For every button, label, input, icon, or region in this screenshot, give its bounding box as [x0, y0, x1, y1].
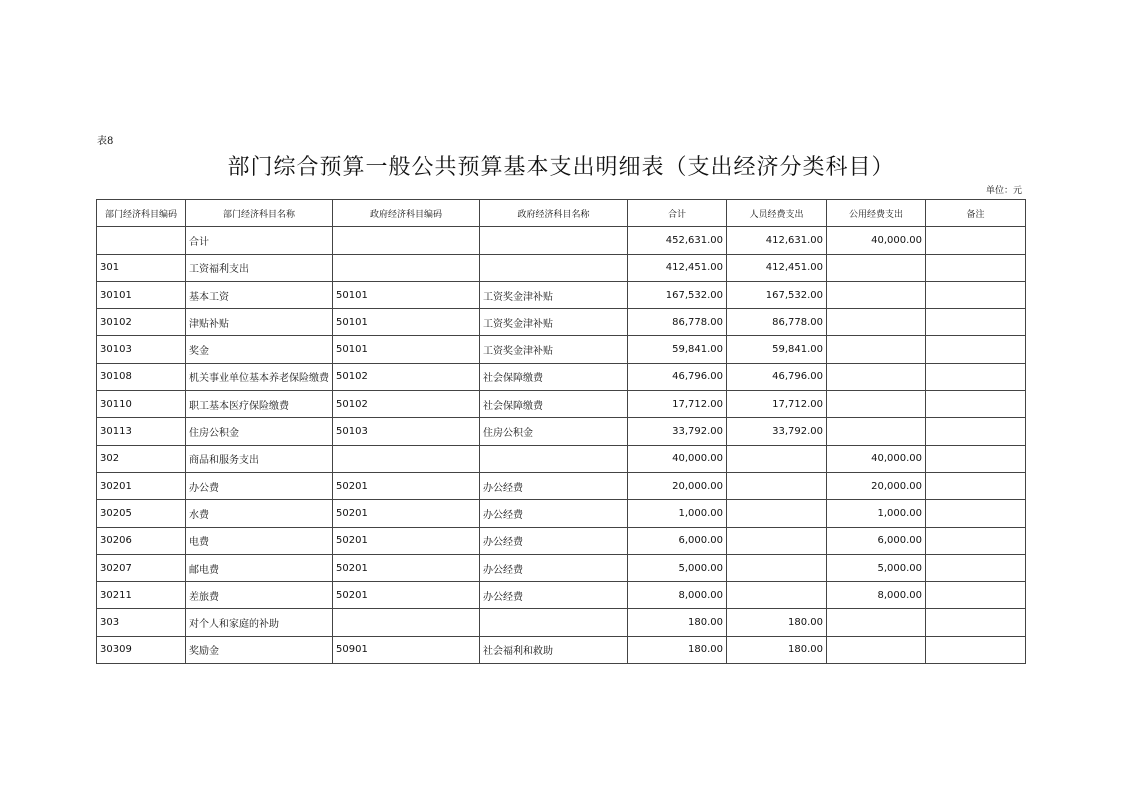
cell-dept-code	[97, 227, 186, 254]
cell-total: 17,712.00	[628, 391, 727, 418]
cell-remark	[926, 309, 1026, 336]
table-row	[97, 363, 1026, 390]
cell-gov-name: 办公经费	[480, 472, 628, 499]
cell-total: 452,631.00	[628, 227, 727, 254]
cell-personnel	[727, 554, 827, 581]
cell-personnel: 59,841.00	[727, 336, 827, 363]
cell-total: 1,000.00	[628, 500, 727, 527]
cell-public	[827, 281, 926, 308]
table-row	[97, 445, 1026, 472]
cell-dept-code: 303	[97, 609, 186, 636]
header-personnel: 人员经费支出	[727, 200, 827, 227]
cell-dept-code: 30101	[97, 281, 186, 308]
cell-public	[827, 636, 926, 663]
table-row	[97, 309, 1026, 336]
cell-public	[827, 391, 926, 418]
cell-gov-code: 50102	[333, 363, 480, 390]
cell-total: 180.00	[628, 609, 727, 636]
cell-dept-name: 商品和服务支出	[186, 445, 333, 472]
cell-remark	[926, 336, 1026, 363]
cell-public	[827, 309, 926, 336]
cell-dept-name: 基本工资	[186, 281, 333, 308]
table-row	[97, 500, 1026, 527]
cell-dept-code: 30103	[97, 336, 186, 363]
cell-dept-name: 差旅费	[186, 582, 333, 609]
cell-dept-name: 住房公积金	[186, 418, 333, 445]
cell-gov-name	[480, 254, 628, 281]
cell-dept-name: 电费	[186, 527, 333, 554]
table-row	[97, 582, 1026, 609]
cell-gov-code	[333, 254, 480, 281]
cell-personnel: 180.00	[727, 636, 827, 663]
cell-gov-name: 工资奖金津补贴	[480, 309, 628, 336]
table-row	[97, 418, 1026, 445]
cell-personnel: 46,796.00	[727, 363, 827, 390]
cell-remark	[926, 472, 1026, 499]
cell-remark	[926, 636, 1026, 663]
table-row	[97, 336, 1026, 363]
cell-gov-name: 办公经费	[480, 582, 628, 609]
cell-dept-name: 对个人和家庭的补助	[186, 609, 333, 636]
cell-gov-name: 办公经费	[480, 527, 628, 554]
cell-gov-name	[480, 227, 628, 254]
cell-public	[827, 363, 926, 390]
cell-total: 5,000.00	[628, 554, 727, 581]
cell-gov-name: 社会福利和救助	[480, 636, 628, 663]
cell-dept-code: 30207	[97, 554, 186, 581]
cell-gov-code: 50201	[333, 500, 480, 527]
cell-remark	[926, 582, 1026, 609]
cell-total: 180.00	[628, 636, 727, 663]
table-row	[97, 609, 1026, 636]
table-row	[97, 554, 1026, 581]
cell-gov-name: 社会保障缴费	[480, 391, 628, 418]
cell-personnel: 33,792.00	[727, 418, 827, 445]
cell-dept-name: 职工基本医疗保险缴费	[186, 391, 333, 418]
cell-personnel	[727, 445, 827, 472]
header-dept-name: 部门经济科目名称	[186, 200, 333, 227]
header-dept-code: 部门经济科目编码	[97, 200, 186, 227]
cell-dept-code: 30206	[97, 527, 186, 554]
cell-personnel	[727, 582, 827, 609]
cell-personnel: 412,631.00	[727, 227, 827, 254]
cell-public: 6,000.00	[827, 527, 926, 554]
cell-dept-code: 30110	[97, 391, 186, 418]
cell-total: 6,000.00	[628, 527, 727, 554]
cell-gov-name: 住房公积金	[480, 418, 628, 445]
cell-dept-name: 工资福利支出	[186, 254, 333, 281]
cell-total: 40,000.00	[628, 445, 727, 472]
header-total: 合计	[628, 200, 727, 227]
table-row	[97, 527, 1026, 554]
cell-gov-name: 办公经费	[480, 500, 628, 527]
cell-public	[827, 418, 926, 445]
header-public: 公用经费支出	[827, 200, 926, 227]
cell-total: 59,841.00	[628, 336, 727, 363]
cell-personnel: 167,532.00	[727, 281, 827, 308]
cell-total: 20,000.00	[628, 472, 727, 499]
table-row	[97, 281, 1026, 308]
cell-gov-name: 工资奖金津补贴	[480, 336, 628, 363]
cell-dept-code: 30113	[97, 418, 186, 445]
cell-personnel	[727, 527, 827, 554]
cell-gov-code	[333, 227, 480, 254]
cell-dept-code: 302	[97, 445, 186, 472]
cell-gov-name: 社会保障缴费	[480, 363, 628, 390]
cell-dept-code: 30108	[97, 363, 186, 390]
cell-dept-name: 奖金	[186, 336, 333, 363]
cell-dept-name: 水费	[186, 500, 333, 527]
table-number: 表8	[97, 136, 114, 147]
cell-dept-code: 30201	[97, 472, 186, 499]
cell-gov-code	[333, 445, 480, 472]
cell-public: 20,000.00	[827, 472, 926, 499]
cell-remark	[926, 500, 1026, 527]
cell-public	[827, 609, 926, 636]
cell-gov-name: 工资奖金津补贴	[480, 281, 628, 308]
cell-gov-name: 办公经费	[480, 554, 628, 581]
cell-personnel: 412,451.00	[727, 254, 827, 281]
unit-label: 单位：元	[985, 186, 1022, 196]
cell-total: 412,451.00	[628, 254, 727, 281]
header-gov-code: 政府经济科目编码	[333, 200, 480, 227]
cell-total: 46,796.00	[628, 363, 727, 390]
cell-gov-code: 50101	[333, 281, 480, 308]
cell-gov-code: 50101	[333, 309, 480, 336]
cell-gov-code: 50201	[333, 554, 480, 581]
cell-public	[827, 336, 926, 363]
budget-detail-table	[96, 199, 1026, 664]
cell-gov-code: 50201	[333, 582, 480, 609]
cell-personnel: 17,712.00	[727, 391, 827, 418]
cell-gov-code: 50201	[333, 472, 480, 499]
cell-remark	[926, 227, 1026, 254]
cell-remark	[926, 418, 1026, 445]
cell-remark	[926, 391, 1026, 418]
cell-remark	[926, 609, 1026, 636]
cell-dept-code: 30309	[97, 636, 186, 663]
cell-public: 8,000.00	[827, 582, 926, 609]
cell-personnel: 86,778.00	[727, 309, 827, 336]
page-title: 部门综合预算一般公共预算基本支出明细表（支出经济分类科目）	[227, 155, 895, 180]
cell-dept-name: 奖励金	[186, 636, 333, 663]
table-row	[97, 254, 1026, 281]
table-row	[97, 391, 1026, 418]
table-row	[97, 636, 1026, 663]
cell-dept-code: 30102	[97, 309, 186, 336]
cell-gov-code	[333, 609, 480, 636]
cell-remark	[926, 554, 1026, 581]
cell-dept-name: 邮电费	[186, 554, 333, 581]
cell-remark	[926, 527, 1026, 554]
header-row	[97, 200, 1026, 227]
cell-gov-code: 50102	[333, 391, 480, 418]
cell-remark	[926, 445, 1026, 472]
cell-dept-name: 机关事业单位基本养老保险缴费	[186, 363, 333, 390]
cell-total: 167,532.00	[628, 281, 727, 308]
cell-total: 8,000.00	[628, 582, 727, 609]
cell-gov-code: 50201	[333, 527, 480, 554]
cell-dept-name: 合计	[186, 227, 333, 254]
cell-dept-code: 301	[97, 254, 186, 281]
cell-dept-code: 30205	[97, 500, 186, 527]
cell-personnel	[727, 472, 827, 499]
cell-public	[827, 254, 926, 281]
header-remark: 备注	[926, 200, 1026, 227]
cell-gov-name	[480, 609, 628, 636]
cell-gov-code: 50103	[333, 418, 480, 445]
cell-dept-name: 津贴补贴	[186, 309, 333, 336]
cell-personnel: 180.00	[727, 609, 827, 636]
cell-gov-code: 50101	[333, 336, 480, 363]
cell-gov-code: 50901	[333, 636, 480, 663]
cell-dept-code: 30211	[97, 582, 186, 609]
header-gov-name: 政府经济科目名称	[480, 200, 628, 227]
cell-remark	[926, 281, 1026, 308]
cell-remark	[926, 254, 1026, 281]
cell-public: 40,000.00	[827, 227, 926, 254]
table-row	[97, 472, 1026, 499]
cell-public: 1,000.00	[827, 500, 926, 527]
cell-total: 33,792.00	[628, 418, 727, 445]
cell-personnel	[727, 500, 827, 527]
cell-public: 5,000.00	[827, 554, 926, 581]
cell-remark	[926, 363, 1026, 390]
cell-gov-name	[480, 445, 628, 472]
cell-public: 40,000.00	[827, 445, 926, 472]
table-row	[97, 227, 1026, 254]
cell-dept-name: 办公费	[186, 472, 333, 499]
cell-total: 86,778.00	[628, 309, 727, 336]
